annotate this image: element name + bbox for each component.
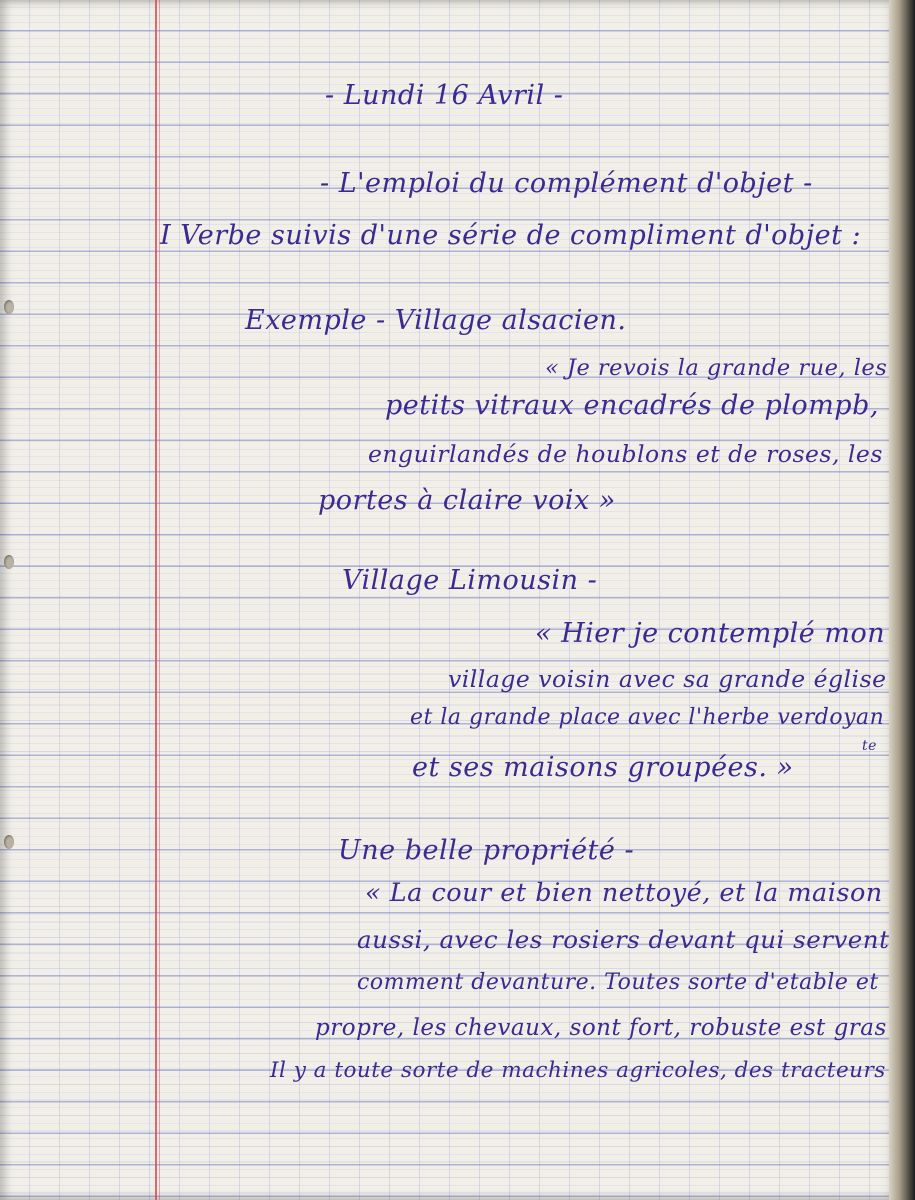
- quote-line: « Hier je contemplé mon: [535, 618, 886, 649]
- example-heading: Exemple - Village alsacien.: [245, 305, 627, 336]
- quote-line: village voisin avec sa grande église: [448, 665, 887, 693]
- binder-hole: [4, 835, 14, 849]
- quote-line: et la grande place avec l'herbe verdoyan: [410, 705, 885, 730]
- quote-line: propre, les chevaux, sont fort, robuste est gras: [315, 1015, 887, 1041]
- quote-line: « La cour et bien nettoyé, et la maison: [365, 878, 883, 908]
- quote-line: petits vitraux encadrés de plompb,: [385, 390, 879, 421]
- date-heading: - Lundi 16 Avril -: [325, 80, 564, 111]
- propriete-heading: Une belle propriété -: [338, 835, 635, 866]
- quote-line: « Je revois la grande rue, les: [545, 355, 888, 381]
- correction-note: te: [862, 738, 877, 754]
- quote-line: comment devanture. Toutes sorte d'etable et: [357, 970, 879, 995]
- margin-line: [155, 0, 157, 1200]
- lesson-title: - L'emploi du complément d'objet -: [320, 168, 813, 199]
- quote-line: et ses maisons groupées. »: [412, 752, 794, 783]
- limousin-heading: Village Limousin -: [342, 565, 598, 596]
- binder-hole: [4, 300, 14, 314]
- quote-line: aussi, avec les rosiers devant qui servent: [357, 925, 890, 954]
- quote-line: enguirlandés de houblons et de roses, les: [368, 440, 883, 468]
- margin-line-secondary: [159, 0, 160, 1200]
- page-edge: [889, 0, 915, 1200]
- section-heading: I Verbe suivis d'une série de compliment d'objet :: [160, 220, 862, 251]
- quote-line: Il y a toute sorte de machines agricoles, des tracteurs: [270, 1058, 886, 1083]
- binder-hole: [4, 555, 14, 569]
- quote-line: portes à claire voix »: [318, 485, 616, 516]
